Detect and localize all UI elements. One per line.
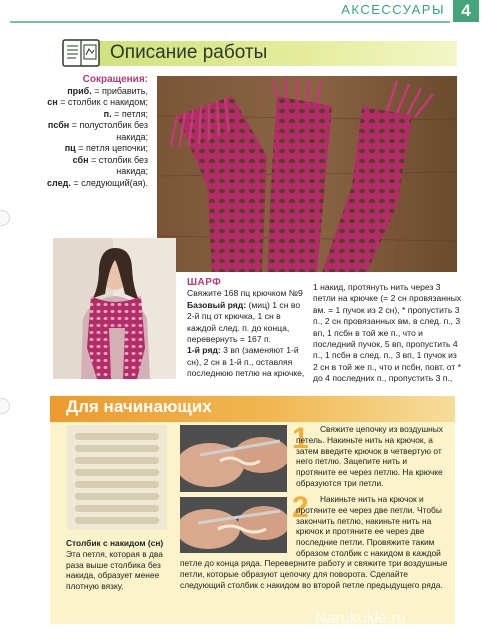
swatch-caption [66,538,174,592]
abbreviation-item: приб. = прибавить, [67,85,148,96]
abbreviation-item: п. = петля; [103,108,148,119]
scarf-base-row: Базовый ряд: (миц) 1 сн во 2-й пц от крючка, 1 сн в каждой след. п. до конца, перевернуть = 167 п. [187,299,301,345]
abbreviations-box [40,74,148,189]
abbreviation-item: пц = петля цепочки; [64,143,148,153]
binder-hole [0,210,10,226]
scarf-photo [157,76,457,272]
step-2-photo [180,497,287,553]
step-1-number: 1 [292,422,309,455]
page-number: 4 [453,0,479,22]
beginners-title: Для начинающих [66,397,212,416]
step-2-text: Накиньте нить на крючок и протяните ее через две петли. Чтобы закончить петлю, накиньте нить на крючок и протяните ее через две последние петли. Провяжите таким образом столбик с накидом в каждой [296,494,442,558]
header-rule [10,21,450,23]
pattern-book-icon [61,37,101,69]
binder-hole [0,398,10,414]
swatch-caption-text: Эта петля, которая в два раза выше столбика без накида, образует менее плотную вязку. [66,548,163,592]
abbreviations-title: Сокращения: [82,74,148,85]
abbreviation-item: след. = следующий(ая). [47,177,148,188]
scarf-row-1: 1-й ряд: 3 вп (заменяют 1-й сн), 2 сн в 1-й п., оставляя последнюю петлю на крючке, [187,345,305,379]
site-watermark: Narukukle.ru [315,610,406,627]
scarf-instructions-col2: 1 накид, протянуть нить через 3 петли на крючке (= 2 сн провязанных вм. = 1 пучок из 2 сн), * пропустить 3 п., 2 сн провязанных вм. в след. п., 3 вп, 1 псбн в той же п., что и последний пучок, 5 вп, пропустить 4 п., 1 псбн в след. п., 3 вп, 1 пучок из 2 сн в той же п., что и псбн, повт. от * до 4 последних п., пропустить 3 п., [313,282,462,384]
step-1-text: Свяжите цепочку из воздушных петель. Накиньте нить на крючок, а затем введите крючок в четвертую от него петлю. Зацепите нить и протяните ее через петлю. На крючке образуются три петли. [296,424,443,488]
abbreviation-item: псбн = полустолбик без накида; [47,120,148,142]
scarf-instructions-col1 [187,277,305,380]
page-heading: Описание работы [110,42,268,63]
scarf-intro: Свяжите 168 пц крючком №9 [187,288,303,299]
model-photo [53,238,176,379]
stitch-swatch-photo [67,425,167,530]
scarf-title: ШАРФ [187,277,222,288]
swatch-caption-title: Столбик с накидом (сн) [66,538,164,548]
abbreviation-item: сбн = столбик без накида; [72,154,148,176]
step-1-photo [180,425,287,492]
step-2-continued: петле до конца ряда. Переверните работу и свяжите три воздушные петли, которые образуют цепочку для поворота. Сделайте следующий столбик с накидом во второй петле предыдущего ряда. [180,558,448,590]
abbreviation-item: сн = столбик с накидом; [47,97,148,107]
section-title: АКСЕССУАРЫ [341,2,445,17]
step-2-number: 2 [292,491,309,524]
